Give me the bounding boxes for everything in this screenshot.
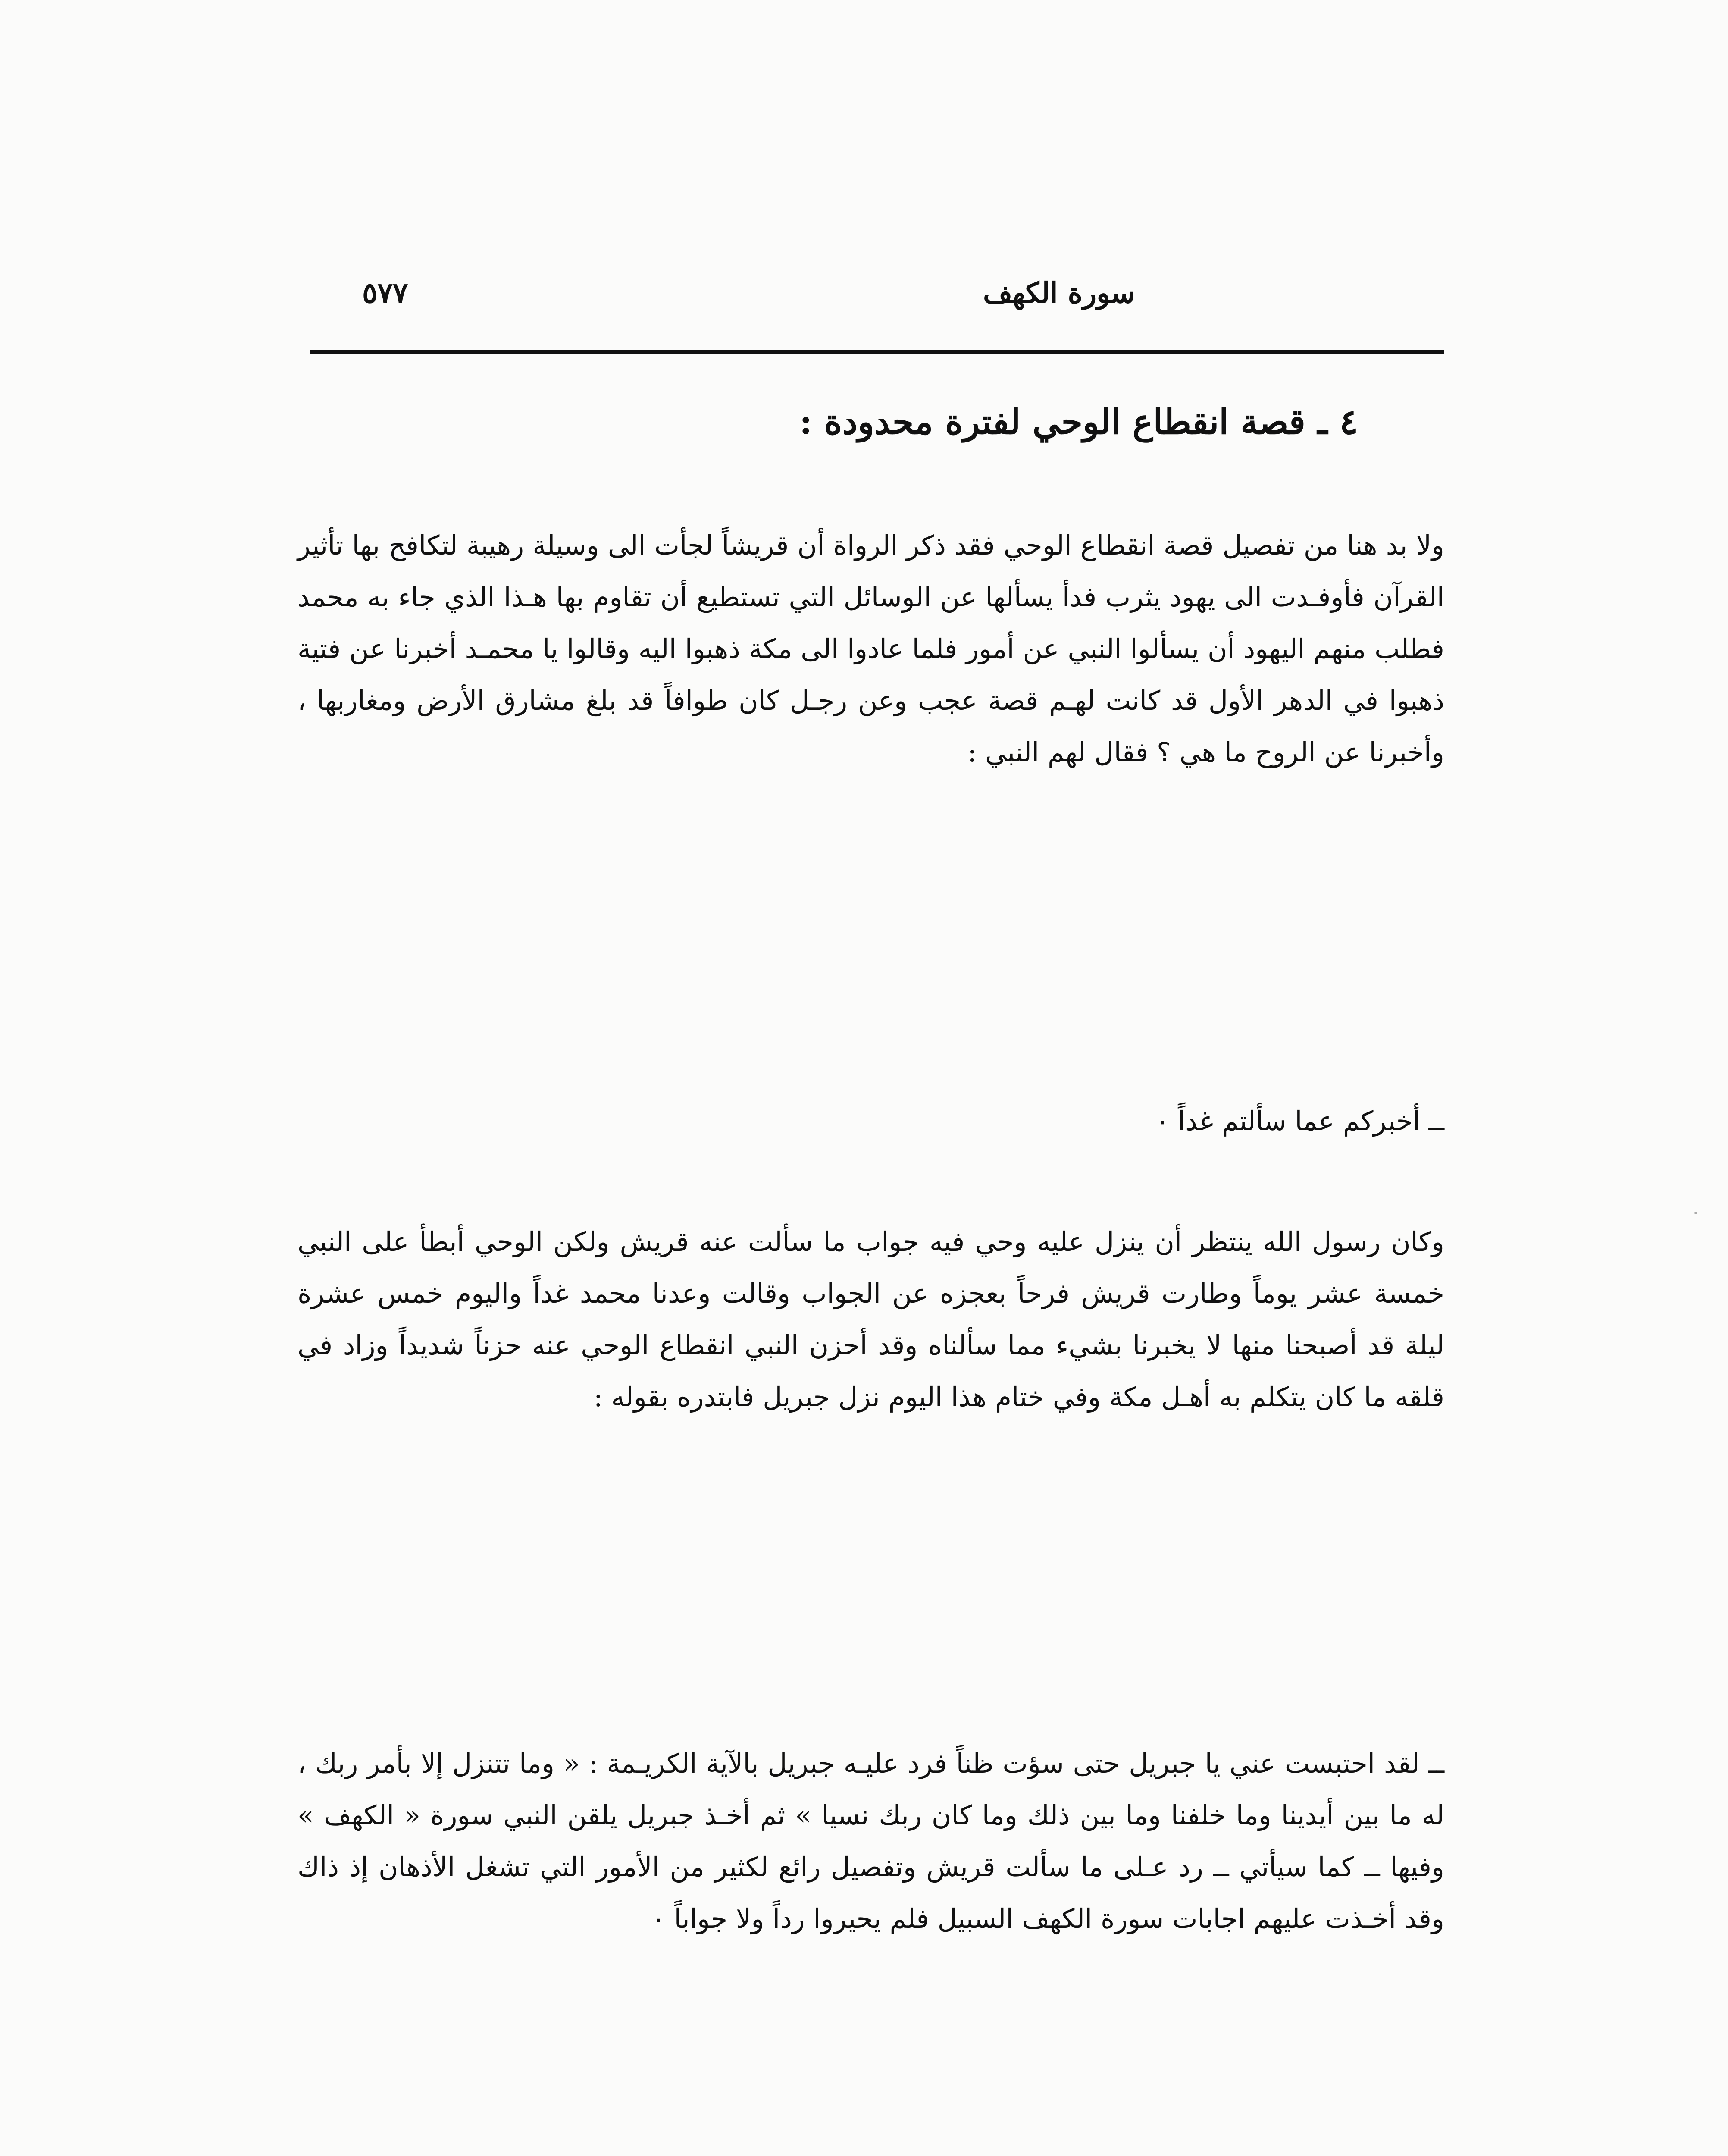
paragraph-jibril-arrival: ــ لقد احتبست عني يا جبريل حتى سؤت ظناً فرد عليـه جبريل بالآية الكريـمة : « وما تتنزل إلا بأمر ربك ، له ما بين أيدينا وما خلفنا وما بين ذلك وما كان ربك نسيا » ثم أخـذ جبريل يلقن النبي سورة « الكهف » وفيها ــ كما سيأتي ــ رد عـلى ما سألت قريش وتفصيل رائع لكثير من الأمور التي تشغل الأذهان إذ ذاك وقد أخـذت عليهم اجابات سورة الكهف السبيل فلم يحيروا رداً ولا جواباً ٠ [297,1748,1444,1934]
page-header [310,267,1449,332]
section-heading: ٤ ـ قصة انقطاع الوحي لفترة محدودة : [799,401,1358,442]
paragraph-story-intro: ولا بد هنا من تفصيل قصة انقطاع الوحي فقد ذكر الرواة أن قريشاً لجأت الى وسيلة رهيبة لتكافح بها تأثير القرآن فأوفـدت الى يهود يثرب فدأ يسألها عن الوسائل التي تستطيع أن تقاوم بها هـذا الذي جاء به محمد فطلب منهم اليهود أن يسألوا النبي عن أمور فلما عادوا الى مكة ذهبوا اليه وقالوا يا محمـد أخبرنا عن فتية ذهبوا في الدهر الأول قد كانت لهـم قصة عجب وعن رجـل كان طوافاً قد بلغ مشارق الأرض ومغاربها ، وأخبرنا عن الروح ما هي ؟ فقال لهم النبي : [297,530,1444,768]
paragraph-prophet-reply: ــ أخبركم عما سألتم غداً ٠ [1155,1105,1444,1137]
scan-speck [1694,1212,1697,1214]
running-title: سورة الكهف [983,276,1135,310]
page-number: ٥٧٧ [362,276,408,310]
header-divider [310,350,1444,354]
paragraph-revelation-delay: وكان رسول الله ينتظر أن ينزل عليه وحي فيه جواب ما سألت عنه قريش ولكن الوحي أبطأ على النبي خمسة عشر يوماً وطارت قريش فرحاً بعجزه عن الجواب وقالت وعدنا محمد غداً واليوم خمس عشرة ليلة قد أصبحنا منها لا يخبرنا بشيء مما سألناه وقد أحزن النبي انقطاع الوحي عنه حزناً شديداً وزاد في قلقه ما كان يتكلم به أهـل مكة وفي ختام هذا اليوم نزل جبريل فابتدره بقوله : [297,1226,1444,1413]
